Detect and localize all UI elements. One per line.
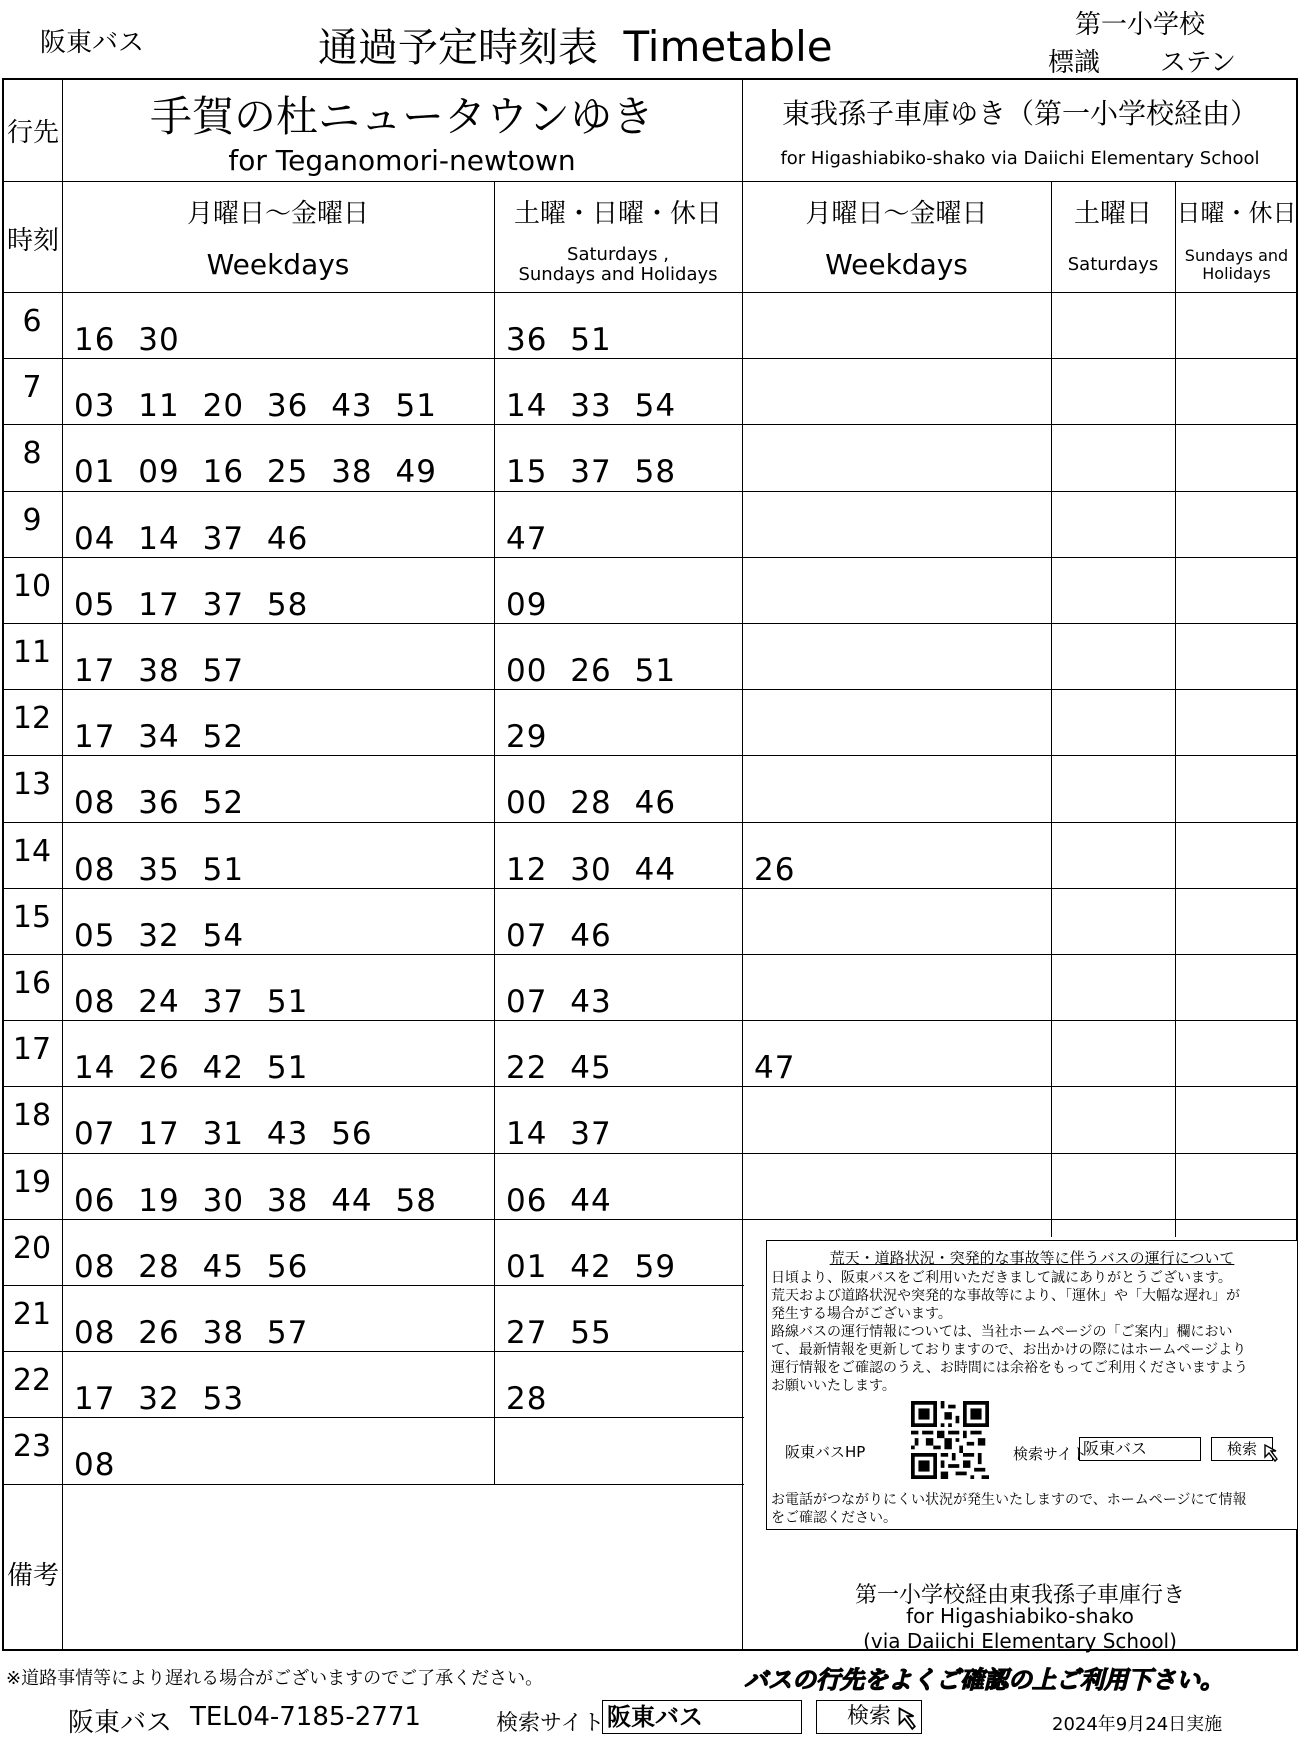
hour-cell: 21 [12,1297,52,1332]
d1-holiday-minutes: 36 51 [506,322,612,358]
col-d1-holiday-en2: Sundays and Holidays [518,264,718,285]
footer-caution: バスの行先をよくご確認の上ご利用下さい。 [744,1666,1224,1694]
notice-line: 運行情報をご確認のうえ、お時間には余裕をもってご利用くださいますよう [771,1360,1248,1376]
d1-holiday-minutes: 00 26 51 [506,653,677,689]
d1-holiday-minutes: 28 [506,1381,548,1418]
footer-note: ※道路事情等により遅れる場合がございますのでご了承ください。 [6,1668,544,1689]
hour-cell: 16 [12,966,52,1001]
d1-holiday-minutes: 27 55 [506,1315,612,1351]
col-d1-holiday-en1: Saturdays , [567,244,669,265]
hp-label: 阪東バスHP [785,1443,866,1461]
dest2-name: 東我孫子車庫ゆき（第一小学校経由） [781,97,1258,130]
footer-tel: TEL04-7185-2771 [190,1702,421,1732]
d1-holiday-minutes: 22 45 [506,1050,612,1087]
remarks-line1: 第一小学校経由東我孫子車庫行き [854,1583,1185,1608]
notice-line: 日頃より、阪東バスをご利用いただきまして誠にありがとうございます。 [771,1270,1232,1286]
row-divider [2,1285,744,1286]
qr-code-icon[interactable] [911,1401,989,1479]
col-d2-sun-en1: Sundays and [1184,246,1289,265]
stop-name: 第一小学校 [1075,10,1206,40]
hour-cell: 9 [22,502,42,538]
d1-holiday-minutes: 07 46 [506,917,612,954]
row-divider [2,1153,1298,1154]
d1-holiday-minutes: 15 37 58 [506,454,677,491]
effective-date: 2024年9月24日実施 [1052,1714,1223,1735]
divider-remarks [2,1484,744,1485]
hour-cell: 6 [22,304,42,339]
hour-cell: 8 [22,436,42,472]
d2-weekday-minutes: 47 [754,1050,796,1087]
col-d2-weekday: 月曜日～金曜日 [805,199,988,229]
hour-cell: 17 [12,1032,52,1068]
footer-search-button-label: 検索 [846,1704,891,1729]
divider-hour-col [62,78,63,1651]
hour-cell: 18 [12,1098,52,1134]
d1-weekday-minutes: 01 09 16 25 38 49 [74,454,437,491]
hour-cell: 7 [22,370,42,406]
company-name: 阪東バス [40,28,145,58]
notice-box [766,1240,1298,1530]
col-d2-weekday-en: Weekdays [825,248,968,281]
d1-holiday-minutes: 00 28 46 [506,785,677,822]
notice-title: 荒天・道路状況・突発的な事故等に伴うバスの運行について [829,1249,1235,1267]
row-divider [2,755,1298,756]
divider-header [2,292,1298,293]
notice-search-label: 検索サイト [1013,1445,1087,1463]
col-d1-holiday: 土曜・日曜・休日 [513,199,722,229]
dest1-name-en: for Teganomori-newtown [228,144,576,177]
d1-weekday-minutes: 08 36 52 [74,785,245,822]
d1-holiday-minutes: 14 37 [506,1116,612,1153]
footer-cursor-arrow-icon [896,1706,926,1734]
hour-cell: 20 [12,1230,52,1266]
d1-holiday-minutes: 06 44 [506,1182,612,1219]
page-title [318,16,833,73]
d2-weekday-minutes: 26 [754,851,796,888]
notice-line: 発生する場合がございます。 [771,1306,952,1322]
dest-label: 行先 [6,118,59,148]
hour-cell: 15 [12,899,52,935]
notice-search-button-label: 検索 [1226,1440,1257,1458]
col-d2-sat: 土曜日 [1073,199,1152,229]
divider-dest2 [742,78,743,1651]
notice-search-input[interactable] [1079,1437,1201,1461]
d1-weekday-minutes: 08 26 38 57 [74,1315,309,1351]
col-d2-sun: 日曜・休日 [1176,199,1297,227]
title-ja: 通過予定時刻表 [318,25,598,71]
d1-holiday-minutes: 29 [506,719,548,756]
title-en: Timetable [623,22,833,71]
footer-search-value: 阪東バス [607,1703,703,1731]
row-divider [2,424,1298,425]
divider-d2-sun [1175,181,1176,1237]
row-divider [2,822,1298,823]
d1-weekday-minutes: 17 34 52 [74,719,245,756]
d1-weekday-minutes: 08 24 37 51 [74,984,309,1020]
footer-company: 阪東バス [68,1708,173,1738]
hour-cell: 11 [12,635,52,670]
d1-holiday-minutes: 14 33 54 [506,388,677,425]
col-d1-weekday-en: Weekdays [206,248,350,281]
d1-holiday-minutes: 09 [506,586,548,623]
d1-weekday-minutes: 16 30 [74,322,180,358]
row-divider [2,1219,1298,1220]
row-divider [2,491,1298,492]
footer-search-label: 検索サイト [496,1711,605,1736]
row-divider [2,888,1298,889]
col-d2-sun-en2: Holidays [1202,264,1271,283]
d1-weekday-minutes: 05 17 37 58 [74,586,309,623]
time-label: 時刻 [6,226,59,256]
notice-line: 路線バスの運行情報については、当社ホームページの「ご案内」欄におい [771,1324,1233,1340]
hour-cell: 13 [12,767,52,803]
divider-dest [2,181,1298,182]
hour-cell: 10 [12,568,52,604]
d1-weekday-minutes: 05 32 54 [74,917,245,954]
divider-d1-holiday [494,181,495,1484]
row-divider [2,623,1298,624]
row-divider [2,557,1298,558]
remarks-label: 備考 [6,1561,59,1591]
d1-weekday-minutes: 04 14 37 46 [74,520,309,557]
hour-cell: 14 [12,833,52,869]
d1-weekday-minutes: 17 32 53 [74,1381,245,1418]
d1-weekday-minutes: 06 19 30 38 44 58 [74,1182,437,1219]
col-d1-weekday: 月曜日～金曜日 [186,199,369,229]
hour-cell: 19 [12,1164,52,1200]
row-divider [2,689,1298,690]
remarks-line2: for Higashiabiko-shako [906,1604,1134,1628]
d1-weekday-minutes: 07 17 31 43 56 [74,1116,373,1153]
hour-cell: 23 [12,1429,52,1465]
d1-holiday-minutes: 07 43 [506,984,612,1020]
footer-search-input[interactable] [602,1700,802,1734]
hour-cell: 22 [12,1363,52,1399]
d1-weekday-minutes: 08 35 51 [74,851,245,888]
row-divider [2,1417,744,1418]
notice-line: て、最新情報を更新しておりますので、お出かけの際にはホームページより [771,1342,1247,1358]
d1-weekday-minutes: 14 26 42 51 [74,1050,309,1087]
row-divider [2,358,1298,359]
d1-weekday-minutes: 08 28 45 56 [74,1248,309,1285]
cursor-arrow-icon [1263,1443,1285,1465]
row-divider [2,1086,1298,1087]
d1-weekday-minutes: 17 38 57 [74,653,245,689]
notice-body [771,1269,1248,1395]
notice-line: お願いいたします。 [771,1378,896,1394]
d1-weekday-minutes: 03 11 20 36 43 51 [74,388,437,425]
dest1-name: 手賀の杜ニュータウンゆき [149,92,654,141]
notice-footer-line: をご確認ください。 [771,1510,897,1526]
hour-cell: 12 [12,701,52,737]
d1-weekday-minutes: 08 [74,1447,116,1484]
notice-footer-line: お電話がつながりにくい状況が発生いたしますので、ホームページにて情報 [771,1492,1247,1508]
d1-holiday-minutes: 12 30 44 [506,851,677,888]
d1-holiday-minutes: 01 42 59 [506,1248,677,1285]
col-d2-sat-en: Saturdays [1067,254,1159,275]
notice-search-value: 阪東バス [1083,1439,1148,1458]
divider-d2-sat [1051,181,1052,1237]
dest2-name-en: for Higashiabiko-shako via Daiichi Elementary School [780,148,1260,169]
sign-type: ステン [1160,48,1237,78]
row-divider [2,1351,744,1352]
notice-line: 荒天および道路状況や突発的な事故等により、「運休」や「大幅な遅れ」が [771,1288,1240,1304]
sign-label: 標識 [1048,48,1101,78]
row-divider [2,1020,1298,1021]
remarks-line3: (via Daiichi Elementary School) [863,1629,1177,1653]
notice-footer [771,1491,1246,1527]
d1-holiday-minutes: 47 [506,520,548,557]
row-divider [2,954,1298,955]
